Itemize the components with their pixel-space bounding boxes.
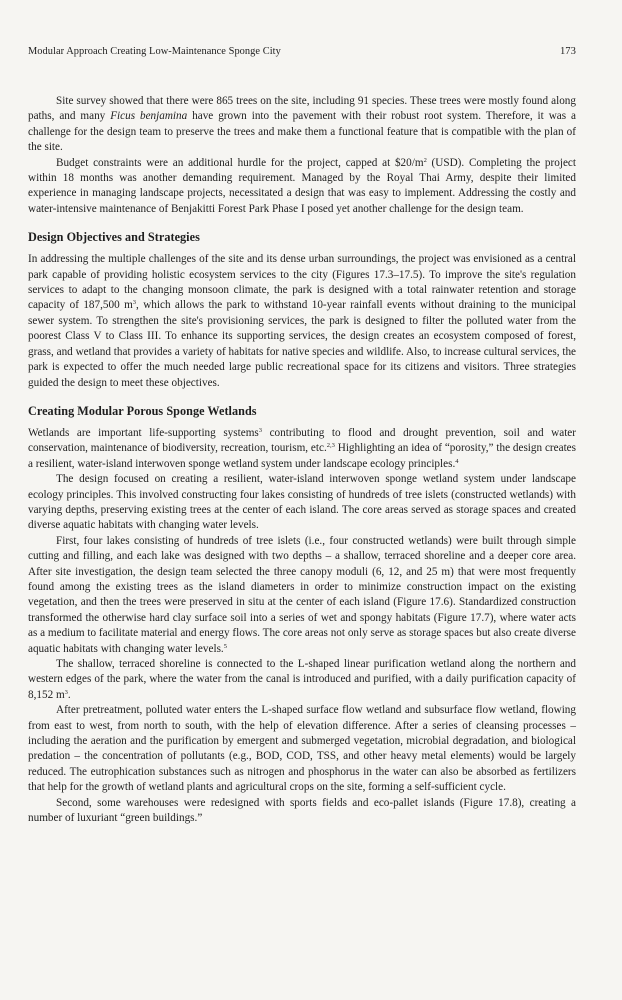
paragraph-four-lakes: First, four lakes consisting of hundreds of tree islets (i.e., four constructed wetlands) were built through simple cutting and filling, and each lake was designed with two depths – a shallow, terraced shoreline and a deeper core area. After site investigation, the design team selected the three canopy moduli (6, 12, and 25 m) that were most frequently found among the existing trees as the island diameters in order to minimize construction impact on the existing vegetation, and then the trees were preserved in situ at the center of each island (Figure 17.6). Standardized construction transformed the otherwise hard clay surface soil into a series of wet and spongy habitats (Figure 17.7), where water acts as a medium to facilitate material and energy flows. The core areas not only serve as storage spaces but also create diverse aquatic habitats with changing water levels.$^5$ [28, 534, 576, 655]
paragraph-warehouses: Second, some warehouses were redesigned with sports fields and eco-pallet islands (Figure 17.8), creating a number of luxuriant “green buildings.” [28, 796, 576, 825]
paragraph-objectives: In addressing the multiple challenges of the site and its dense urban surroundings, the project was envisioned as a central park capable of providing holistic ecosystem services to the city (Figures 17.3–17.5). To improve the site's regulation services to adapt to the changing monsoon climate, the park is designed with a total rainwater retention and storage capacity of 187,500 $m^3$, which allows the park to withstand 10-year rainfall events without draining to the municipal sewer system. To strengthen the site's provisioning services, the park is designed to filter the polluted water from the poorest Class V to Class III. To enhance its supporting services, the design creates an ecosystem composed of forest, grass, and wetland that provides a variety of habitats for native species and wildlife. Also, to increase cultural services, the park is expected to offer the much needed large public recreational space for its citizens and visitors. Three strategies guided the design to meet these objectives. [28, 253, 576, 389]
paragraph-pretreatment: After pretreatment, polluted water enters the L-shaped surface flow wetland and subsurface flow wetland, flowing from east to west, from north to south, with the help of elevation difference. After a series of cleansing processes – including the aeration and the purification by emergent and submerged vegetation, microbial degradation, and biological predation – the concentration of pollutants (e.g., BOD, COD, TSS, and other heavy metal elements) would be largely reduced. The eutrophication substances such as nitrogen and phosphorus in the water can also be absorbed as fertilizers that help for the growth of wetland plants and agricultural crops on the site, forming a self-sufficient cycle. [28, 704, 576, 794]
running-header [28, 46, 576, 57]
paragraph-design-focus: The design focused on creating a resilient, water-island interwoven sponge wetland system under landscape ecology principles. This involved constructing four lakes consisting of hundreds of tree islets (constructed wetlands) with varying depths, preserving existing trees at the center of each island. The core areas served as storage spaces and created diverse aquatic habitats with changing water levels. [28, 473, 576, 532]
section-heading-sponge-wetlands: Creating Modular Porous Sponge Wetlands [28, 403, 257, 418]
paragraph-site-survey: Site survey showed that there were 865 trees on the site, including 91 species. These trees were mostly found along paths, and many Ficus benjamina have grown into the pavement with their robust root system. Therefore, it was a challenge for the design team to preserve the trees and make them a functional feature that is compatible with the plan of the site. [28, 95, 576, 154]
section-heading-design-objectives: Design Objectives and Strategies [28, 230, 200, 245]
running-title: Modular Approach Creating Low-Maintenance Sponge City [28, 46, 281, 57]
paragraph-budget: Budget constraints were an additional hurdle for the project, capped at $\$20/m^2$ (USD). Completing the project within 18 months was another demanding requirement. Managed by the Royal Thai Army, despite their limited experience in managing landscape projects, necessitated a design that was easy to implement. Addressing the costly and water-intensive maintenance of Benjakitti Forest Park Phase I posed yet another challenge for the design team. [28, 156, 576, 215]
paragraph-shoreline: The shallow, terraced shoreline is connected to the L-shaped linear purification wetland along the northern and western edges of the park, where the water from the canal is introduced and purified, with a daily purification capacity of 8,152 $m^3$. [28, 658, 576, 701]
species-name: Ficus benjamina [110, 110, 188, 123]
paragraph-wetlands-intro: Wetlands are important life-supporting systems$^3$ contributing to flood and drought prevention, soil and water conservation, maintenance of biodiversity, recreation, tourism, etc.$^{2,3}$ Highlighting an idea of “porosity,” the design creates a resilient, water-island interwoven sponge wetland system under landscape ecology principles.$^4$ [28, 426, 576, 470]
page-number: 173 [559, 46, 576, 57]
